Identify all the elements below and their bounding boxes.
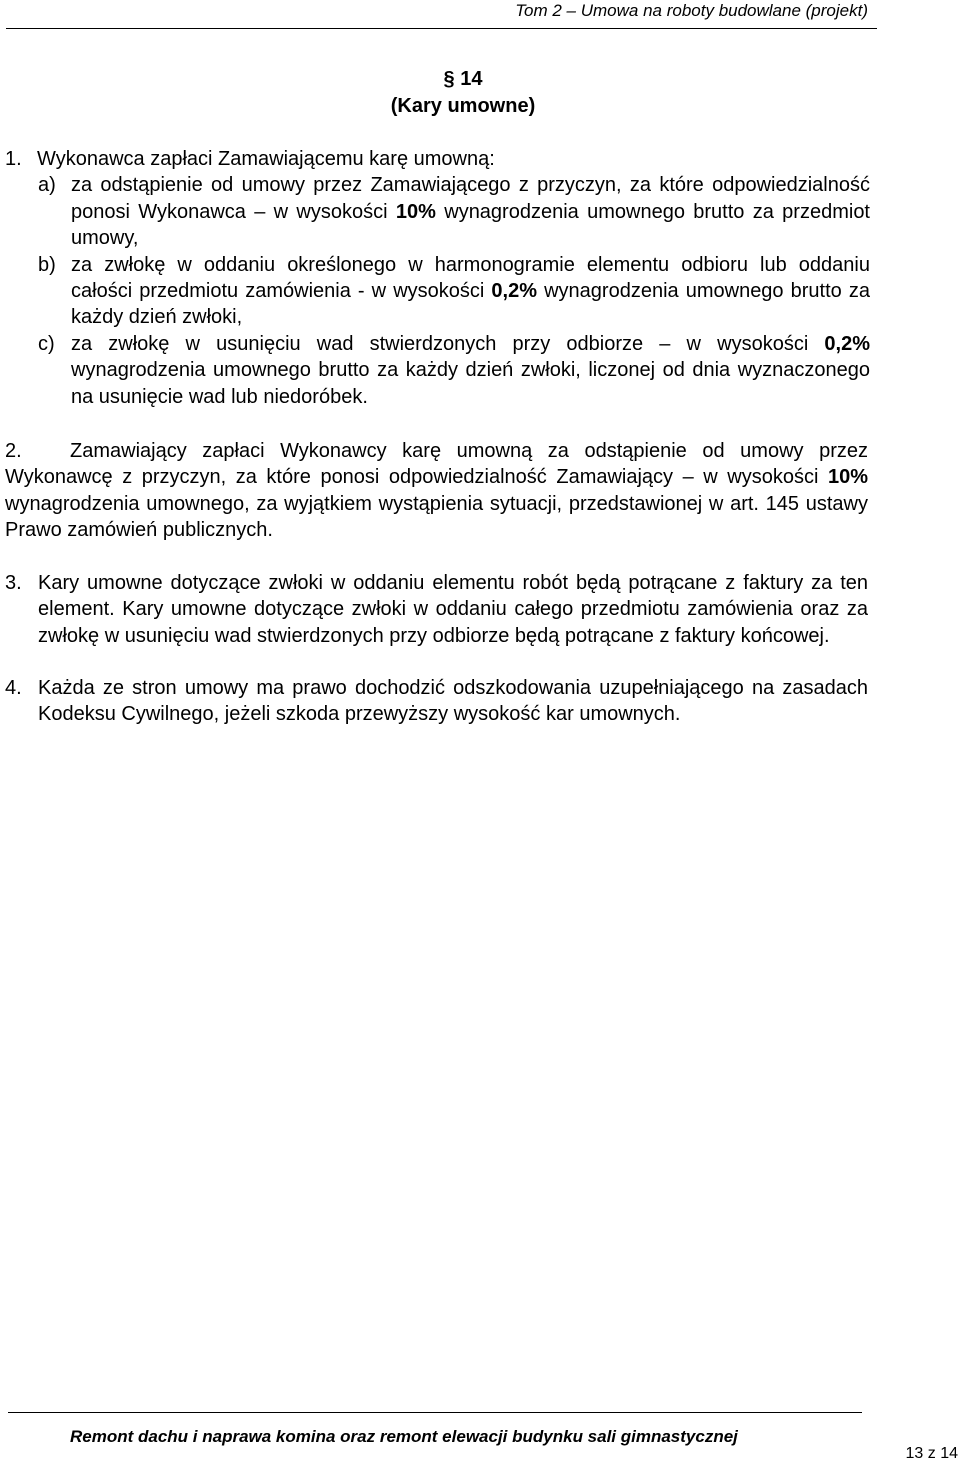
list-item-b bbox=[38, 252, 870, 331]
text-segment: wynagrodzenia umownego brutto za każdy dzień zwłoki, bbox=[71, 280, 870, 329]
list-text bbox=[71, 172, 870, 251]
paragraph-number: 4. bbox=[5, 676, 22, 699]
section-title: (Kary umowne) bbox=[390, 95, 536, 117]
paragraph-intro: Wykonawca zapłaci Zamawiającemu karę umowną: bbox=[37, 148, 495, 170]
text-segment: za odstąpienie od umowy przez Zamawiającego z przyczyn, za które odpowiedzialność ponosi Wykonawca – w wysokości bbox=[71, 174, 870, 223]
list-text bbox=[71, 252, 870, 331]
text-segment: za zwłokę w usunięciu wad stwierdzonych przy odbiorze – w wysokości bbox=[71, 332, 825, 355]
running-header: Tom 2 – Umowa na roboty budowlane (projekt) bbox=[515, 1, 868, 20]
list-text bbox=[71, 331, 870, 410]
paragraph-text: Kary umowne dotyczące zwłoki w oddaniu elementu robót będą potrącane z faktury za ten element. Kary umowne dotyczące zwłoki w oddaniu całego przedmiotu zamówienia oraz za zwłokę w usunięciu wad stwierdzonych przy odbiorze będą potrącane z faktury końcowej. bbox=[38, 571, 868, 647]
paragraph-number: 2. bbox=[5, 440, 22, 463]
text-segment: wynagrodzenia umownego brutto za przedmiot umowy, bbox=[71, 200, 870, 250]
section-heading bbox=[0, 66, 926, 120]
bold-value: 0,2% bbox=[824, 332, 870, 355]
bold-value: 0,2% bbox=[491, 280, 538, 303]
running-footer: Remont dachu i naprawa komina oraz remont elewacji budynku sali gimnastycznej bbox=[70, 1427, 738, 1446]
text-segment: Zamawiający zapłaci Wykonawcy karę umowną za odstąpienie od umowy przez Wykonawcę z przyczyn, za które ponosi odpowiedzialność Zamawiający – w wysokości bbox=[5, 440, 868, 489]
footer-divider bbox=[8, 1412, 862, 1413]
text-segment: za zwłokę w oddaniu określonego w harmonogramie elementu odbioru lub oddaniu całości przedmiotu zamówienia - w wysokości bbox=[71, 253, 870, 303]
paragraph-text: Każda ze stron umowy ma prawo dochodzić odszkodowania uzupełniającego na zasadach Kodeksu Cywilnego, jeżeli szkoda przewyższy wysokość kar umownych. bbox=[38, 676, 868, 726]
text-segment: wynagrodzenia umownego brutto za każdy dzień zwłoki, liczonej od dnia wyznaczonego na usunięcie wad lub niedoróbek. bbox=[71, 359, 870, 408]
list-label: b) bbox=[38, 253, 56, 276]
bold-value: 10% bbox=[395, 200, 436, 223]
list-item-a bbox=[38, 172, 870, 251]
list-label: a) bbox=[38, 174, 56, 197]
list-label: c) bbox=[38, 332, 55, 355]
bold-value: 10% bbox=[827, 466, 868, 489]
paragraph-2 bbox=[5, 438, 868, 544]
text-segment: wynagrodzenia umownego, za wyjątkiem wystąpienia sytuacji, przedstawionej w art. 145 ustawy Prawo zamówień publicznych. bbox=[5, 492, 868, 542]
paragraph-4 bbox=[5, 675, 868, 728]
paragraph-3 bbox=[5, 570, 868, 649]
section-number: § 14 bbox=[443, 68, 483, 90]
paragraph-number: 3. bbox=[5, 571, 22, 594]
paragraph-number: 1. bbox=[5, 148, 22, 170]
list-item-c bbox=[38, 331, 870, 410]
document-body bbox=[0, 146, 960, 728]
page-number: 13 z 14 bbox=[905, 1445, 958, 1462]
paragraph-1 bbox=[5, 146, 868, 172]
header-divider bbox=[6, 28, 877, 29]
